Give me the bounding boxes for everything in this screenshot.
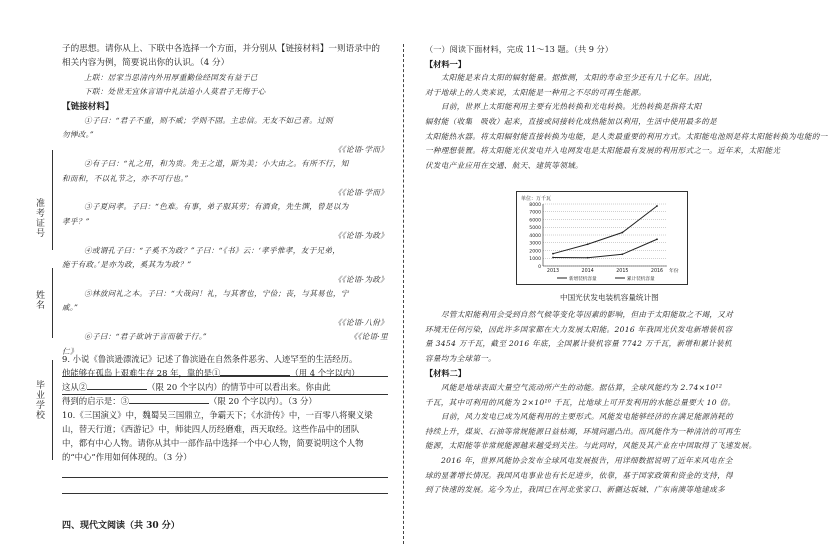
chart-xtick-label: 2016 bbox=[650, 269, 664, 274]
chart-ytick-label: 8000 bbox=[529, 202, 541, 208]
quote-3-line-1: ③子夏问孝。子曰：“色难。有事，弟子服其劳；有酒食，先生馔，曾是以为 bbox=[84, 202, 349, 212]
chart-point bbox=[587, 257, 589, 259]
q9-text-d: （限 20 个字以内）的情节中可以看出来。你由此 bbox=[147, 382, 331, 392]
questions-9-10 bbox=[62, 352, 388, 498]
chart-xlabel: 年份 bbox=[669, 269, 679, 274]
reading-heading: （一）阅读下面材料，完成 11～13 题。（共 9 分） bbox=[425, 44, 613, 54]
link-material-title: 【链接材料】 bbox=[62, 101, 114, 112]
quote-6-text: ⑥子曰：“君子欲讷于言而敏于行。” bbox=[84, 332, 207, 342]
quote-2-line-2: 和而和，不以礼节之，亦不可行也。” bbox=[62, 173, 189, 183]
q10-line-3: 中，都有中心人物。请你从其中一部作品中选择一个中心人物，简要说明这个人物 bbox=[62, 438, 364, 448]
q9-line-1: 9. 小说《鲁滨逊漂流记》记述了鲁滨逊在自然条件恶劣、人迹罕至的生活经历。 bbox=[62, 354, 358, 364]
m1-line-8: 尽管太阳能利用会受到自然气候等变化等因素的影响，但由于太阳能取之不竭，又对 bbox=[441, 310, 734, 319]
chart-series-line-0 bbox=[553, 239, 657, 258]
quote-2-line-1: ②有子曰：“礼之用，和为贵。先王之道，斯为美；小大由之。有所不行，知 bbox=[84, 159, 349, 169]
m2-line-6: 2016 年，世界风能协会发布全球风电发展报告，用详细数据说明了近年来风电在全 bbox=[441, 455, 733, 465]
solar-capacity-chart bbox=[516, 191, 688, 285]
chart-svg bbox=[517, 192, 687, 284]
chart-caption: 中国光伏发电装机容量统计图 bbox=[560, 293, 659, 302]
quote-4-line-2: 施于有政。’是亦为政，奚其为为政？” bbox=[62, 260, 192, 270]
quote-6-line-2: 仁》 bbox=[62, 346, 78, 356]
q9-text-b: （用 4 个字以内） bbox=[290, 368, 360, 378]
m1-line-5: 太阳能热水器。将太阳辐射能直接转换为电能，是人类最重要的利用方式。太阳能电池则是将太阳能转换为电能的一 bbox=[425, 131, 828, 141]
m2-line-8: 到了快速的发展。迄今为止，我国已在河北张家口、新疆达坂城、广东南澳等地建成多 bbox=[425, 485, 725, 495]
exam-number-line bbox=[52, 150, 53, 250]
m2-line-2: 千瓦，其中可利用的风能为 2×10¹⁰ 千瓦，比地球上可开发利用的水能总量要大 10 倍。 bbox=[425, 397, 736, 407]
quote-3-line-2: 孝乎？” bbox=[62, 216, 90, 226]
m1-line-1: 太阳能是来自太阳的辐射能量。据推测，太阳的寿命至少还有几十亿年。因此， bbox=[441, 73, 718, 83]
m1-line-4: 辐射能（收集 吸收）起来，直接或间接转化成热能加以利用，生活中使用最多的是 bbox=[425, 116, 718, 126]
m2-line-4: 持续上升，煤炭、石油等常规能源日益枯竭，环境问题凸出。而风能作为一种清洁的可再生 bbox=[425, 426, 741, 436]
chart-legend-label: 新增装机容量 bbox=[569, 277, 597, 282]
q9-line-3 bbox=[62, 380, 388, 394]
q10-line-1: 10.《三国演义》中，魏蜀吴三国鼎立，争霸天下；《水浒传》中，一百零八将聚义梁 bbox=[62, 410, 373, 420]
school-line bbox=[52, 360, 53, 460]
m1-line-6: 一种理想装置。将太阳能光伏发电并入电网发电是太阳能最有发展的利用形式之一。近年来，太阳能光 bbox=[425, 146, 781, 156]
quote-4-source: 《《论语·为政》 bbox=[333, 274, 388, 284]
quote-5-source: 《《论语·八佾》 bbox=[333, 317, 388, 327]
answer-line-3[interactable] bbox=[62, 466, 388, 478]
quote-6-line-1 bbox=[62, 330, 388, 344]
chart-ytick-label: 4000 bbox=[529, 233, 541, 239]
quote-1-source: 《《论语·学而》 bbox=[333, 144, 388, 154]
q9-blank-1[interactable] bbox=[220, 375, 290, 376]
q10-line-2: 山，替天行道；《西游记》中，师徒四人历经磨难，西天取经。这些作品中的团队 bbox=[62, 424, 360, 434]
m1-line-9: 环境无任何污染，因此许多国家都在大力发展太阳能。2016 年我国光伏发电新增装机容 bbox=[425, 324, 733, 334]
m1-line-10: 量 3454 万千瓦，截至 2016 年底，全国累计装机容量 7742 万千瓦，新增和累计装机 bbox=[425, 339, 732, 349]
m1-line-11: 容量均为全球第一。 bbox=[425, 353, 497, 363]
q9-text-f: （限 20 个字以内）。（3 分） bbox=[209, 396, 317, 406]
right-column-top bbox=[425, 42, 828, 173]
chart-ytick-label: 7000 bbox=[529, 210, 541, 216]
m2-line-3: 目前，风力发电已成为风能利用的主要形式。风能发电能够经济的在满足能源消耗的 bbox=[441, 412, 734, 422]
quote-1-line-2: 勿惮改。” bbox=[62, 130, 94, 140]
school-label: 毕业学校 bbox=[34, 380, 44, 420]
chart-ytick-label: 6000 bbox=[529, 218, 541, 224]
m1-line-3: 目前，世界上太阳能利用主要有光热转换和光电转换。光热转换是指将太阳 bbox=[441, 102, 702, 112]
q9-blank-3[interactable] bbox=[129, 403, 209, 404]
m2-line-1: 风能是地球表面大量空气流动所产生的动能。据估算，全球风能约为 2.74×10¹² bbox=[441, 382, 723, 392]
center-divider bbox=[403, 44, 404, 544]
right-column-bottom bbox=[425, 308, 755, 498]
chart-ytick-label: 1000 bbox=[529, 257, 541, 263]
quote-2-source: 《《论语·学而》 bbox=[333, 188, 388, 198]
chart-point bbox=[552, 257, 554, 259]
m1-line-2: 对于地球上的人类来说，太阳能是一种用之不尽的可再生能源。 bbox=[425, 87, 647, 97]
intro-line-2: 相关内容为例，简要说出你的认识。（4 分） bbox=[62, 58, 230, 69]
chart-point bbox=[656, 205, 658, 207]
quote-5-line-2: 戚。” bbox=[62, 303, 79, 313]
q9-line-2 bbox=[62, 366, 388, 380]
material-1-title: 【材料一】 bbox=[425, 58, 466, 69]
q9-text-e: 得到的启示是：③ bbox=[62, 396, 129, 406]
quote-5-line-1: ⑤林放问礼之本。子曰：“大哉问！礼，与其奢也，宁俭；丧，与其易也，宁 bbox=[84, 288, 349, 298]
couplet-upper: 上联：居家当思清内外用厚重勤俭经国发有益于已 bbox=[84, 72, 258, 82]
chart-ytick-label: 3000 bbox=[529, 241, 541, 247]
chart-xtick-label: 2015 bbox=[616, 269, 629, 274]
quote-6-source: 《《论语·里 bbox=[349, 332, 388, 342]
chart-ytick-label: 5000 bbox=[529, 226, 541, 232]
quote-4-line-1: ④或谓孔子曰：“子奚不为政？”子曰：“《书》云：‘孝乎惟孝，友于兄弟， bbox=[84, 245, 341, 255]
quote-3-source: 《《论语·为政》 bbox=[333, 231, 388, 241]
m1-line-7: 伏发电产业应用在交通、航天、建筑等领域。 bbox=[425, 160, 583, 170]
left-column bbox=[62, 42, 388, 399]
answer-line-4[interactable] bbox=[62, 482, 388, 494]
chart-point bbox=[621, 232, 623, 234]
chart-ytick-label: 0 bbox=[538, 264, 541, 270]
couplet-lower: 下联：处世无宜休言语中礼法追小人莫君子无悔于心 bbox=[84, 87, 266, 97]
quote-1-line-1: ①子曰：“君子不重，则不威；学则不固。主忠信。无友不如己者。过则 bbox=[84, 116, 333, 126]
name-line bbox=[52, 268, 53, 338]
q9-line-4 bbox=[62, 394, 388, 408]
q10-line-4: 的“中心”作用如何体现的。（3 分） bbox=[62, 452, 192, 462]
chart-xtick-label: 2014 bbox=[581, 269, 594, 274]
chart-point bbox=[621, 253, 623, 255]
chart-ytick-label: 2000 bbox=[529, 249, 541, 255]
chart-point bbox=[552, 253, 554, 255]
chart-xtick-label: 2013 bbox=[546, 269, 560, 274]
section-4-heading: 四、现代文阅读（共 30 分） bbox=[62, 521, 180, 531]
q9-blank-2[interactable] bbox=[87, 389, 147, 390]
chart-ylabel: 单位：万千瓦 bbox=[521, 196, 552, 202]
exam-number-label: 准考证号 bbox=[34, 198, 44, 238]
q9-text-a: 他能够在孤岛上艰难生存 28 年，靠的是① bbox=[62, 368, 221, 378]
m2-line-5: 能源，太阳能等非常规能源越来越受到关注。与此同时，风能及其产业在中国取得了飞速发展。 bbox=[425, 441, 757, 451]
chart-legend-label: 累计装机容量 bbox=[627, 277, 655, 282]
material-2-title: 【材料二】 bbox=[425, 368, 466, 379]
chart-point bbox=[656, 238, 658, 240]
m2-line-7: 球的显著增长情况。我国风电事业也有长足进步，依靠，基于国家政策和资金的支持，得 bbox=[425, 470, 733, 480]
name-label: 姓名 bbox=[34, 290, 44, 310]
q9-text-c: 这从② bbox=[62, 382, 88, 392]
intro-line-1: 子的思想。请你从上、下联中各选择一个方面，并分别从【链接材料】一则语录中的 bbox=[62, 44, 380, 54]
chart-point bbox=[587, 243, 589, 245]
